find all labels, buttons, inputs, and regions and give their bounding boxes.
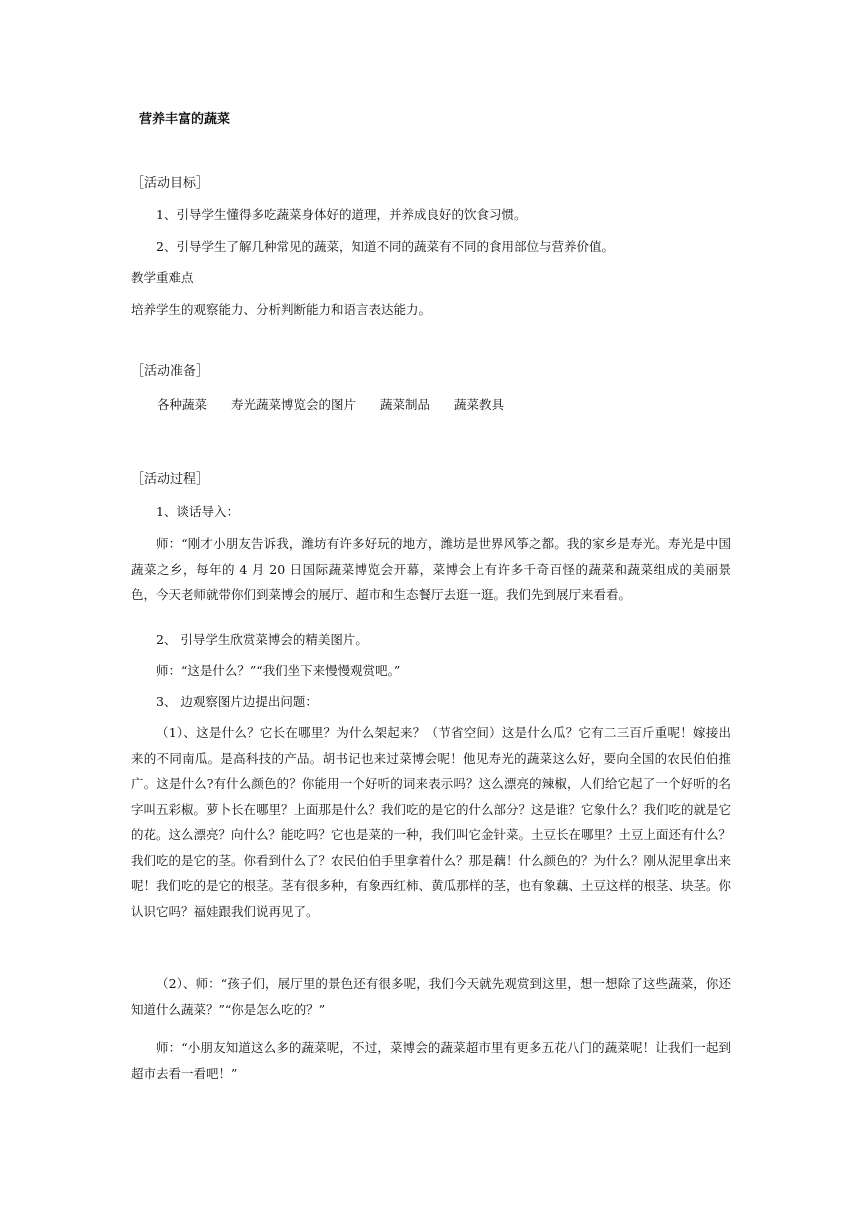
goal-item-1: 1、引导学生懂得多吃蔬菜身体好的道理，并养成良好的饮食习惯。 [156,207,527,222]
prep-items [157,395,524,415]
step-2: 2、 引导学生欣赏菜博会的精美图片。 [156,632,368,647]
prep-heading: ［活动准备］ [131,364,210,379]
step-1: 1、谈话导入： [156,504,239,519]
paragraph-question: （2）、师：“孩子们，展厅里的景色还有很多呢，我们今天就先观赏到这里，想一想除了这些蔬菜，你还知道什么蔬菜？”“你是怎么吃的？” [131,976,731,1017]
paragraph-step-2: 师：“这是什么？”“我们坐下来慢慢观赏吧。” [156,663,401,678]
step-3: 3、 边观察图片边提出问题： [156,694,318,709]
prep-item: 蔬菜教具 [454,397,505,412]
key-points-label: 教学重难点 [131,270,194,285]
key-points-text: 培养学生的观察能力、分析判断能力和语言表达能力。 [131,302,432,317]
prep-item: 各种蔬菜 [157,397,208,412]
goal-item-2: 2、引导学生了解几种常见的蔬菜，知道不同的蔬菜有不同的食用部位与营养价值。 [156,239,614,254]
prep-item: 寿光蔬菜博览会的图片 [231,397,357,412]
document-title: 营养丰富的蔬菜 [139,112,231,127]
prep-item: 蔬菜制品 [380,397,431,412]
paragraph-observation: （1）、这是什么？它长在哪里？为什么架起来？（节省空间）这是什么瓜？它有二三百斤重呢！嫁接出来的不同南瓜。是高科技的产品。胡书记也来过菜博会呢！他见寿光的蔬菜这么好，要向全国的农民伯伯推广。这是什么?有什么颜色的？你能用一个好听的词来表示吗？这么漂亮的辣椒，人们给它起了一个好听的名字叫五彩椒。萝卜长在哪里？上面那是什么？我们吃的是它的什么部分？这是谁？它象什么？我们吃的就是它的花。这么漂亮？向什么？能吃吗？它也是菜的一种，我们叫它金针菜。土豆长在哪里？土豆上面还有什么？我们吃的是它的茎。你看到什么了？农民伯伯手里拿着什么？那是藕！什么颜色的？为什么？刚从泥里拿出来呢！我们吃的是它的根茎。茎有很多种，有象西红柿、黄瓜那样的茎，也有象藕、土豆这样的根茎、块茎。你认识它吗？福娃跟我们说再见了。 [131,725,732,919]
paragraph-intro: 师：“刚才小朋友告诉我，潍坊有许多好玩的地方，潍坊是世界风筝之都。我的家乡是寿光。寿光是中国蔬菜之乡，每年的 4 月 20 日国际蔬菜博览会开幕，菜博会上有许多千奇百怪的蔬菜和蔬菜组成的美丽景色，今天老师就带你们到菜博会的展厅、超市和生态餐厅去逛一逛。我们先到展厅来看看。 [131,536,731,602]
process-heading: ［活动过程］ [131,472,210,487]
paragraph-supermarket: 师：“小朋友知道这么多的蔬菜呢，不过，菜博会的蔬菜超市里有更多五花八门的蔬菜呢！让我们一起到超市去看一看吧！” [131,1040,731,1081]
goals-heading: ［活动目标］ [131,176,210,191]
